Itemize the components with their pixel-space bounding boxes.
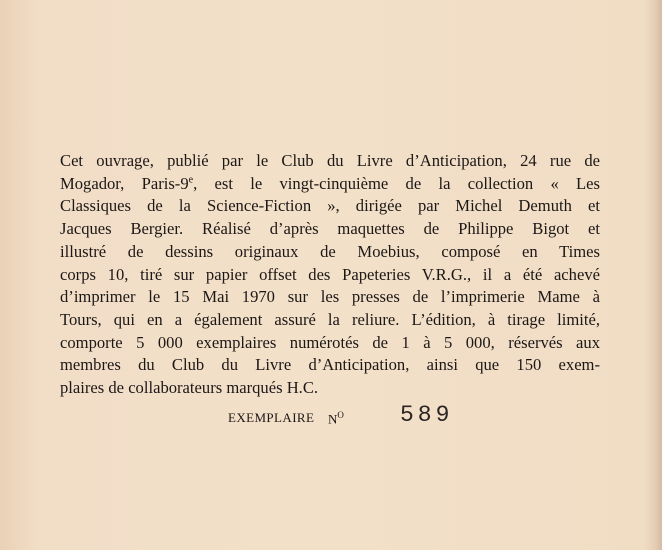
colophon-line: illustré de dessins originaux de Moebius, composé en Times: [60, 241, 600, 261]
colophon-line: Tours, qui en a également assuré la reliure. L’édition, à tirage limité,: [60, 309, 600, 329]
copy-number-value: 589: [400, 402, 454, 428]
copy-number-abbrev: [328, 410, 344, 427]
colophon-line: Classiques de la Science-Fiction », dirigée par Michel Demuth et: [60, 196, 600, 216]
page-gutter-shadow: [644, 0, 662, 550]
colophon-line: d’imprimer le 15 Mai 1970 sur les presses de l’imprimerie Mame à: [60, 287, 600, 307]
colophon-line: corps 10, tiré sur papier offset des Papeteries V.R.G., il a été achevé: [60, 264, 600, 284]
colophon-line: plaires de collaborateurs marqués H.C.: [60, 378, 319, 398]
colophon-text: , est le vingt-cinquième de la collection « Les: [193, 173, 600, 193]
copy-label: EXEMPLAIRE: [228, 410, 315, 425]
copy-number-block: [228, 402, 528, 432]
colophon-paragraph: [60, 150, 600, 400]
colophon-line: Jacques Bergier. Réalisé d’après maquettes de Philippe Bigot et: [60, 219, 600, 239]
colophon-superscript: e: [188, 174, 194, 186]
colophon-line: comporte 5 000 exemplaires numérotés de 1 à 5 000, réservés aux: [60, 332, 600, 352]
copy-number-abbrev-n: N: [328, 411, 338, 427]
colophon-line: [60, 173, 600, 196]
colophon-line: Cet ouvrage, publié par le Club du Livre d’Anticipation, 24 rue de: [60, 151, 600, 170]
colophon-text: Mogador, Paris-9: [60, 173, 189, 193]
copy-number-abbrev-o: O: [337, 410, 344, 420]
colophon-line: membres du Club du Livre d’Anticipation, ainsi que 150 exem-: [60, 355, 600, 375]
